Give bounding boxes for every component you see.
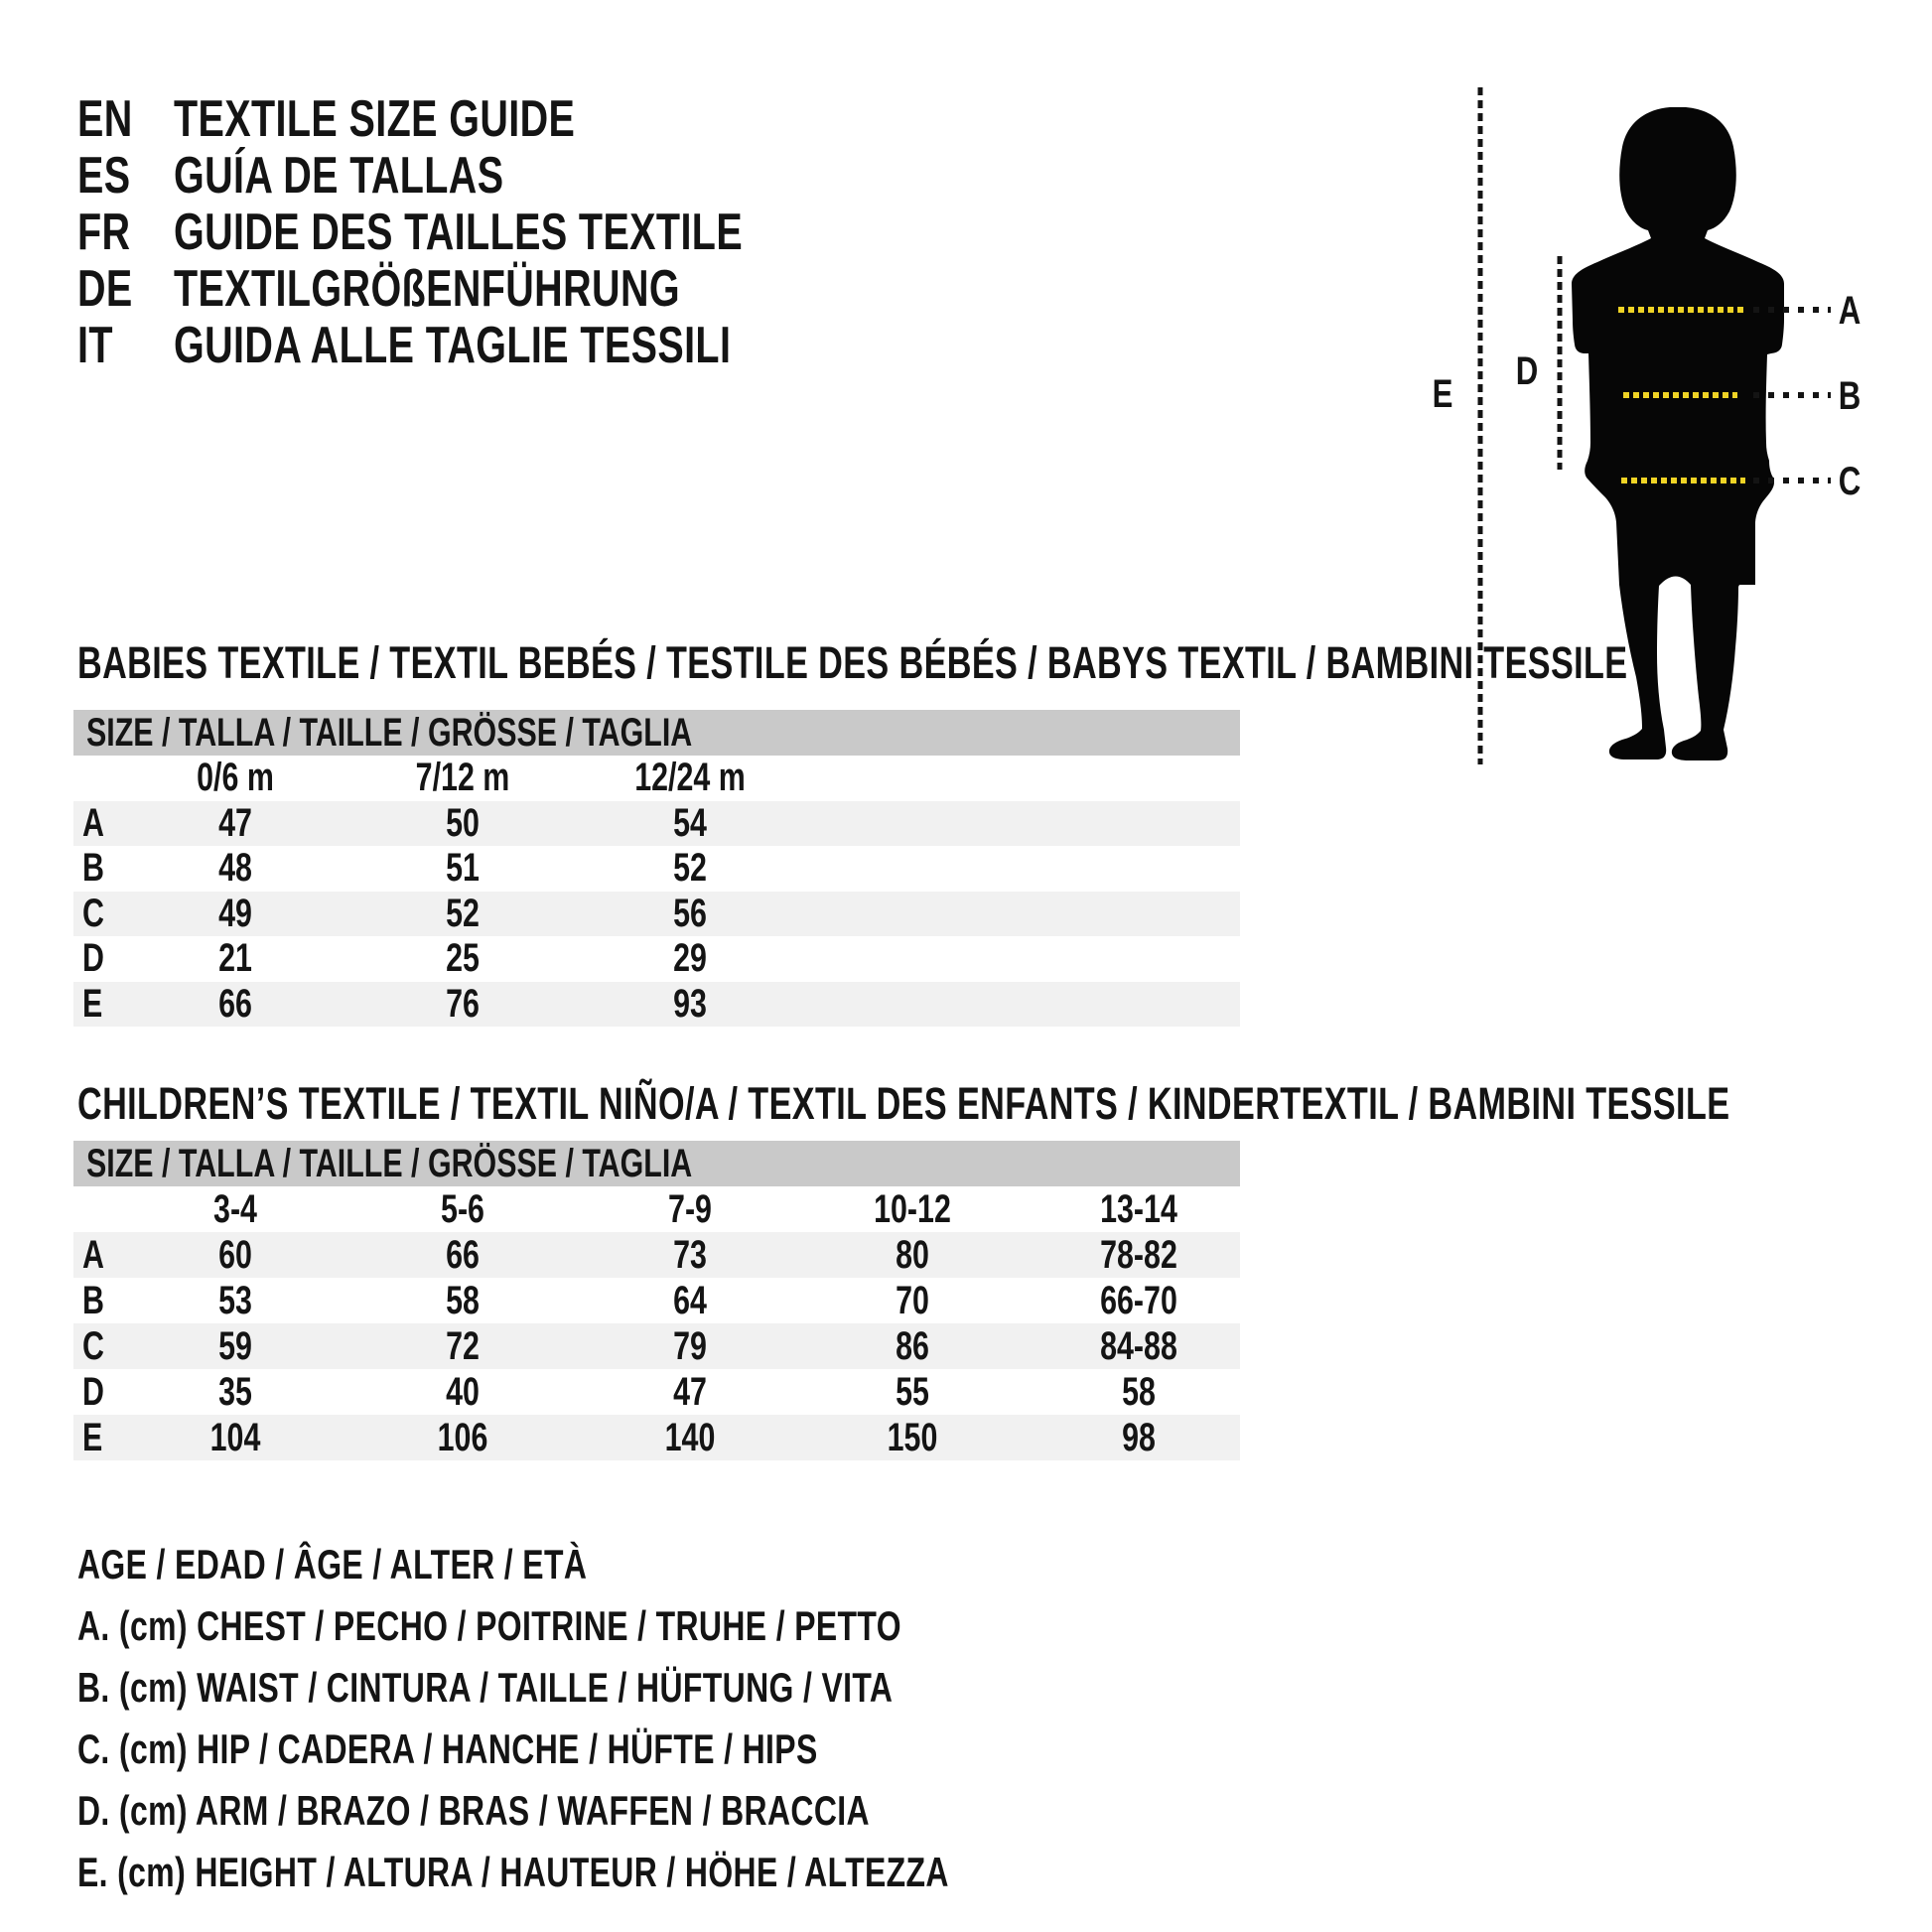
table-row-D bbox=[73, 936, 1240, 982]
cell-D-7-9: 47 bbox=[673, 1370, 707, 1414]
children-size-table bbox=[73, 1141, 1240, 1460]
label-A: A bbox=[1838, 288, 1862, 333]
column-header-13-14: 13-14 bbox=[1100, 1187, 1177, 1231]
row-label-text: B bbox=[82, 846, 104, 890]
header-line-es bbox=[77, 148, 922, 205]
table-row-E bbox=[73, 1415, 1240, 1460]
cell-B-7-9: 64 bbox=[673, 1279, 707, 1322]
legend-line-text: E. (cm) HEIGHT / ALTURA / HAUTEUR / HÖHE / ALTEZZA bbox=[77, 1849, 949, 1895]
row-label-A bbox=[82, 1232, 111, 1278]
row-label-D bbox=[82, 1369, 111, 1415]
row-label-text: B bbox=[82, 1279, 104, 1322]
children-heading-text: CHILDREN’S TEXTILE / TEXTIL NIÑO/A / TEXTIL DES ENFANTS / KINDERTEXTIL / BAMBINI TESSILE bbox=[77, 1078, 1730, 1129]
cell-B-12/24 m: 52 bbox=[673, 846, 707, 890]
row-label-text: D bbox=[82, 936, 104, 980]
cell-A-13-14: 78-82 bbox=[1100, 1233, 1177, 1277]
header-lang-code-text: FR bbox=[77, 204, 131, 261]
row-label-text: C bbox=[82, 891, 104, 935]
cell-D-12/24 m: 29 bbox=[673, 936, 707, 980]
legend-line-text: A. (cm) CHEST / PECHO / POITRINE / TRUHE / PETTO bbox=[77, 1602, 901, 1649]
cell-C-0/6 m: 49 bbox=[218, 891, 252, 935]
header-lang-code bbox=[77, 205, 174, 261]
cell-E-13-14: 98 bbox=[1122, 1416, 1156, 1459]
cell-E-5-6: 106 bbox=[437, 1416, 488, 1459]
header-lang-code-text: DE bbox=[77, 260, 133, 318]
table-row-B bbox=[73, 846, 1240, 892]
cell-B-13-14: 66-70 bbox=[1100, 1279, 1177, 1322]
row-label-D bbox=[82, 936, 111, 982]
babies-table-body bbox=[73, 801, 1240, 1028]
babies-size-table bbox=[73, 710, 1240, 1027]
header-lang-code-text: IT bbox=[77, 317, 113, 374]
cell-B-3-4: 53 bbox=[218, 1279, 252, 1322]
row-label-C bbox=[82, 892, 111, 937]
header-title-text: GUIDE DES TAILLES TEXTILE bbox=[174, 204, 744, 261]
cell-A-10-12: 80 bbox=[896, 1233, 929, 1277]
cell-A-7/12 m: 50 bbox=[446, 800, 480, 845]
cell-C-5-6: 72 bbox=[446, 1324, 480, 1368]
cell-B-7/12 m: 51 bbox=[446, 846, 480, 890]
cell-C-7-9: 79 bbox=[673, 1324, 707, 1368]
row-label-text: E bbox=[82, 981, 103, 1026]
legend-line-text: B. (cm) WAIST / CINTURA / TAILLE / HÜFTUNG / VITA bbox=[77, 1664, 894, 1711]
column-header-7-9: 7-9 bbox=[668, 1187, 712, 1231]
label-B: B bbox=[1838, 373, 1862, 418]
header-lang-code bbox=[77, 318, 174, 374]
row-label-B bbox=[82, 1278, 111, 1323]
babies-section-heading bbox=[77, 637, 1932, 689]
table-row-C bbox=[73, 1323, 1240, 1369]
table-row-D bbox=[73, 1369, 1240, 1415]
cell-E-0/6 m: 66 bbox=[218, 981, 252, 1026]
babies-column-header-row bbox=[73, 756, 1240, 801]
header-title-text: GUIDA ALLE TAGLIE TESSILI bbox=[174, 317, 732, 374]
row-label-E bbox=[82, 1415, 109, 1460]
children-section-heading bbox=[77, 1078, 1932, 1130]
label-C: C bbox=[1838, 459, 1862, 503]
row-label-text: A bbox=[82, 800, 104, 845]
cell-E-7/12 m: 76 bbox=[446, 981, 480, 1026]
header-line-en bbox=[77, 91, 922, 148]
header-title-text: TEXTILGRÖßENFÜHRUNG bbox=[174, 260, 680, 318]
legend-line-4 bbox=[77, 1787, 1120, 1835]
table-row-E bbox=[73, 982, 1240, 1028]
legend-line-text: C. (cm) HIP / CADERA / HANCHE / HÜFTE / HIPS bbox=[77, 1725, 818, 1772]
row-label-E bbox=[82, 982, 109, 1028]
header-line-it bbox=[77, 318, 922, 374]
cell-D-3-4: 35 bbox=[218, 1370, 252, 1414]
row-label-text: C bbox=[82, 1324, 104, 1368]
row-label-C bbox=[82, 1323, 111, 1369]
cell-B-0/6 m: 48 bbox=[218, 846, 252, 890]
legend-line-5 bbox=[77, 1849, 1224, 1896]
table-row-A bbox=[73, 1232, 1240, 1278]
cell-D-0/6 m: 21 bbox=[218, 936, 252, 980]
cell-E-12/24 m: 93 bbox=[673, 981, 707, 1026]
table-row-C bbox=[73, 892, 1240, 937]
cell-A-7-9: 73 bbox=[673, 1233, 707, 1277]
cell-E-3-4: 104 bbox=[209, 1416, 261, 1459]
cell-C-3-4: 59 bbox=[218, 1324, 252, 1368]
column-header-3-4: 3-4 bbox=[213, 1187, 257, 1231]
row-label-A bbox=[82, 801, 111, 847]
legend-line-3 bbox=[77, 1725, 1051, 1773]
column-header-10-12: 10-12 bbox=[874, 1187, 951, 1231]
column-header-7/12 m: 7/12 m bbox=[415, 756, 510, 799]
children-size-header-text: SIZE / TALLA / TAILLE / GRÖSSE / TAGLIA bbox=[86, 1142, 693, 1185]
cell-D-7/12 m: 25 bbox=[446, 936, 480, 980]
cell-C-7/12 m: 52 bbox=[446, 891, 480, 935]
babies-size-header-bar bbox=[73, 710, 1240, 756]
cell-C-12/24 m: 56 bbox=[673, 891, 707, 935]
column-header-5-6: 5-6 bbox=[441, 1187, 484, 1231]
header-title-text: TEXTILE SIZE GUIDE bbox=[174, 90, 576, 148]
header-line-de bbox=[77, 261, 922, 318]
cell-A-0/6 m: 47 bbox=[218, 800, 252, 845]
legend-line-text: D. (cm) ARM / BRAZO / BRAS / WAFFEN / BRACCIA bbox=[77, 1787, 870, 1834]
babies-heading-text: BABIES TEXTILE / TEXTIL BEBÉS / TESTILE DES BÉBÉS / BABYS TEXTIL / BAMBINI TESSILE bbox=[77, 637, 1628, 688]
legend-line-1 bbox=[77, 1602, 1162, 1650]
legend-line-2 bbox=[77, 1664, 1151, 1712]
children-size-header-bar bbox=[73, 1141, 1240, 1186]
header-lang-code bbox=[77, 91, 174, 148]
legend-line-text: AGE / EDAD / ÂGE / ALTER / ETÀ bbox=[77, 1541, 588, 1587]
cell-C-13-14: 84-88 bbox=[1100, 1324, 1177, 1368]
header-lang-code-text: EN bbox=[77, 90, 133, 148]
legend-line-0 bbox=[77, 1541, 748, 1588]
header-lang-code bbox=[77, 148, 174, 205]
table-row-A bbox=[73, 801, 1240, 847]
column-header-0/6 m: 0/6 m bbox=[197, 756, 274, 799]
cell-D-5-6: 40 bbox=[446, 1370, 480, 1414]
language-header bbox=[77, 91, 922, 374]
children-column-header-row bbox=[73, 1186, 1240, 1232]
row-label-text: A bbox=[82, 1233, 104, 1277]
header-lang-code bbox=[77, 261, 174, 318]
header-line-fr bbox=[77, 205, 922, 261]
cell-B-10-12: 70 bbox=[896, 1279, 929, 1322]
row-label-text: E bbox=[82, 1416, 103, 1459]
children-table-body bbox=[73, 1232, 1240, 1460]
cell-A-3-4: 60 bbox=[218, 1233, 252, 1277]
table-row-B bbox=[73, 1278, 1240, 1323]
cell-C-10-12: 86 bbox=[896, 1324, 929, 1368]
row-label-B bbox=[82, 846, 111, 892]
column-header-12/24 m: 12/24 m bbox=[634, 756, 746, 799]
label-E: E bbox=[1432, 371, 1453, 416]
cell-B-5-6: 58 bbox=[446, 1279, 480, 1322]
label-D: D bbox=[1515, 348, 1539, 393]
cell-E-7-9: 140 bbox=[664, 1416, 716, 1459]
row-label-text: D bbox=[82, 1370, 104, 1414]
cell-D-10-12: 55 bbox=[896, 1370, 929, 1414]
cell-E-10-12: 150 bbox=[887, 1416, 938, 1459]
header-title-text: GUÍA DE TALLAS bbox=[174, 147, 504, 205]
cell-A-5-6: 66 bbox=[446, 1233, 480, 1277]
babies-size-header-text: SIZE / TALLA / TAILLE / GRÖSSE / TAGLIA bbox=[86, 711, 693, 755]
cell-D-13-14: 58 bbox=[1122, 1370, 1156, 1414]
header-lang-code-text: ES bbox=[77, 147, 131, 205]
cell-A-12/24 m: 54 bbox=[673, 800, 707, 845]
